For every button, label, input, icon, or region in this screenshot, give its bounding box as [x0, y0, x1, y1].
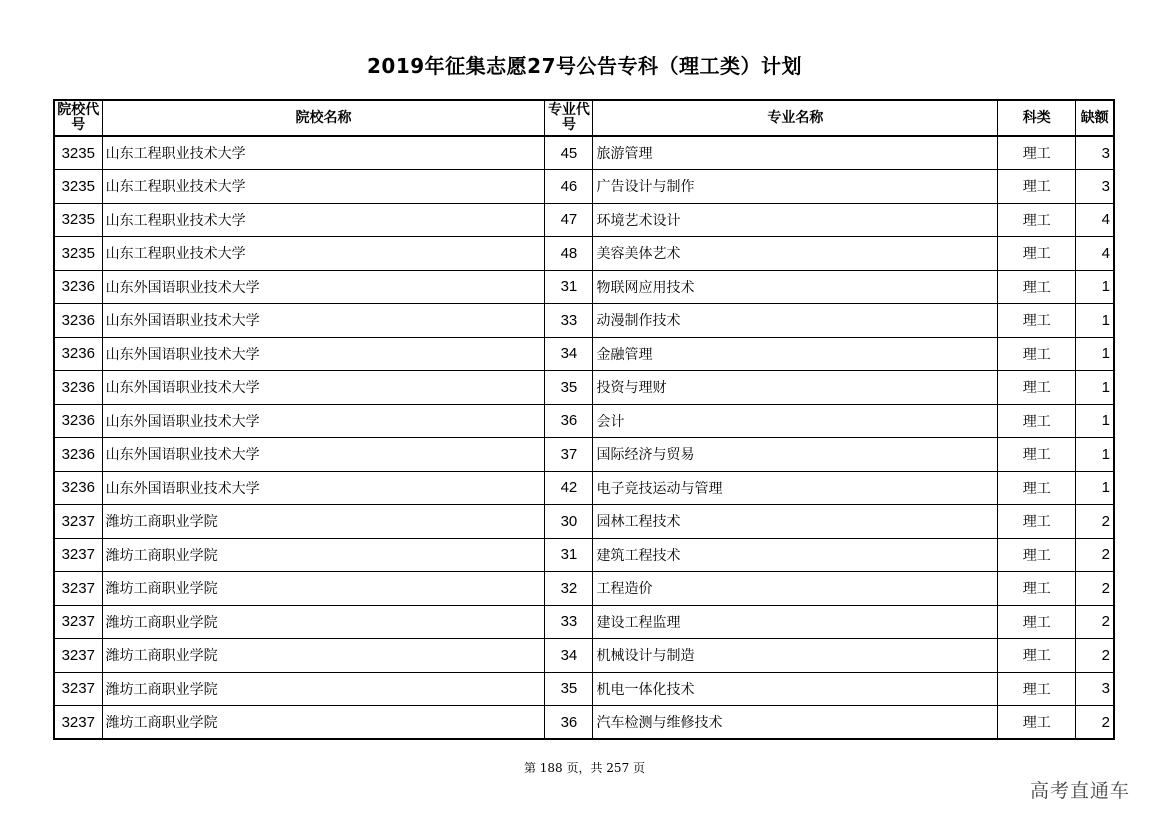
cell-major-name: 工程造价	[593, 572, 998, 606]
cell-major-name: 汽车检测与维修技术	[593, 706, 998, 740]
cell-category: 理工	[998, 136, 1076, 170]
table-row	[54, 404, 1114, 438]
cell-school-code: 3236	[54, 438, 102, 472]
table-row	[54, 605, 1114, 639]
cell-school-code: 3237	[54, 605, 102, 639]
cell-school-code: 3237	[54, 505, 102, 539]
cell-quota: 4	[1076, 203, 1114, 237]
cell-major-code: 33	[545, 605, 593, 639]
cell-school-code: 3237	[54, 639, 102, 673]
cell-category: 理工	[998, 605, 1076, 639]
cell-major-name: 机电一体化技术	[593, 672, 998, 706]
cell-category: 理工	[998, 304, 1076, 338]
cell-category: 理工	[998, 237, 1076, 271]
cell-school-name: 潍坊工商职业学院	[102, 672, 545, 706]
cell-major-name: 环境艺术设计	[593, 203, 998, 237]
table-header-row	[54, 100, 1114, 136]
cell-school-name: 潍坊工商职业学院	[102, 572, 545, 606]
cell-major-code: 32	[545, 572, 593, 606]
cell-major-name: 旅游管理	[593, 136, 998, 170]
table-row	[54, 371, 1114, 405]
cell-quota: 4	[1076, 237, 1114, 271]
cell-school-name: 山东外国语职业技术大学	[102, 438, 545, 472]
cell-quota: 2	[1076, 639, 1114, 673]
cell-major-code: 31	[545, 538, 593, 572]
table-row	[54, 471, 1114, 505]
cell-category: 理工	[998, 404, 1076, 438]
cell-quota: 1	[1076, 270, 1114, 304]
cell-school-code: 3237	[54, 538, 102, 572]
cell-category: 理工	[998, 371, 1076, 405]
cell-quota: 3	[1076, 672, 1114, 706]
cell-major-code: 34	[545, 337, 593, 371]
cell-category: 理工	[998, 438, 1076, 472]
cell-school-name: 山东工程职业技术大学	[102, 170, 545, 204]
header-school-code: 院校代号	[54, 100, 102, 136]
header-major-name: 专业名称	[593, 100, 998, 136]
header-school-name: 院校名称	[102, 100, 545, 136]
cell-major-code: 35	[545, 672, 593, 706]
cell-major-name: 建筑工程技术	[593, 538, 998, 572]
cell-quota: 1	[1076, 337, 1114, 371]
cell-major-name: 园林工程技术	[593, 505, 998, 539]
cell-school-name: 潍坊工商职业学院	[102, 505, 545, 539]
table-row	[54, 136, 1114, 170]
table-row	[54, 270, 1114, 304]
cell-school-code: 3237	[54, 572, 102, 606]
cell-school-name: 潍坊工商职业学院	[102, 605, 545, 639]
cell-major-code: 30	[545, 505, 593, 539]
cell-school-code: 3236	[54, 471, 102, 505]
cell-quota: 1	[1076, 304, 1114, 338]
cell-major-code: 42	[545, 471, 593, 505]
cell-school-name: 山东外国语职业技术大学	[102, 337, 545, 371]
watermark: 高考直通车	[1030, 780, 1131, 802]
cell-major-name: 物联网应用技术	[593, 270, 998, 304]
cell-school-code: 3235	[54, 136, 102, 170]
cell-major-name: 国际经济与贸易	[593, 438, 998, 472]
cell-school-code: 3237	[54, 672, 102, 706]
cell-major-code: 36	[545, 706, 593, 740]
cell-major-code: 31	[545, 270, 593, 304]
cell-major-code: 36	[545, 404, 593, 438]
table-row	[54, 572, 1114, 606]
cell-quota: 1	[1076, 404, 1114, 438]
cell-quota: 2	[1076, 572, 1114, 606]
page-footer: 第 188 页，共 257 页	[523, 761, 646, 775]
cell-major-name: 广告设计与制作	[593, 170, 998, 204]
cell-major-code: 46	[545, 170, 593, 204]
cell-school-code: 3236	[54, 270, 102, 304]
cell-quota: 2	[1076, 505, 1114, 539]
cell-major-code: 48	[545, 237, 593, 271]
table-row	[54, 538, 1114, 572]
cell-category: 理工	[998, 639, 1076, 673]
page-title: 2019年征集志愿27号公告专科（理工类）计划	[367, 54, 802, 78]
cell-quota: 2	[1076, 706, 1114, 740]
cell-school-name: 山东外国语职业技术大学	[102, 404, 545, 438]
cell-major-name: 机械设计与制造	[593, 639, 998, 673]
cell-major-name: 建设工程监理	[593, 605, 998, 639]
cell-quota: 1	[1076, 371, 1114, 405]
cell-school-name: 潍坊工商职业学院	[102, 538, 545, 572]
header-category: 科类	[998, 100, 1076, 136]
cell-major-code: 34	[545, 639, 593, 673]
cell-school-code: 3235	[54, 203, 102, 237]
table-row	[54, 337, 1114, 371]
header-quota: 缺额	[1076, 100, 1114, 136]
cell-school-name: 山东工程职业技术大学	[102, 237, 545, 271]
cell-major-code: 33	[545, 304, 593, 338]
cell-school-name: 潍坊工商职业学院	[102, 639, 545, 673]
cell-major-code: 47	[545, 203, 593, 237]
cell-quota: 2	[1076, 605, 1114, 639]
cell-category: 理工	[998, 270, 1076, 304]
cell-school-name: 山东工程职业技术大学	[102, 136, 545, 170]
cell-major-code: 37	[545, 438, 593, 472]
table-row	[54, 672, 1114, 706]
cell-school-code: 3235	[54, 237, 102, 271]
table-row	[54, 706, 1114, 740]
cell-school-name: 潍坊工商职业学院	[102, 706, 545, 740]
cell-category: 理工	[998, 203, 1076, 237]
cell-category: 理工	[998, 572, 1076, 606]
header-major-code: 专业代号	[545, 100, 593, 136]
cell-quota: 2	[1076, 538, 1114, 572]
cell-school-name: 山东外国语职业技术大学	[102, 471, 545, 505]
cell-category: 理工	[998, 706, 1076, 740]
cell-category: 理工	[998, 538, 1076, 572]
cell-school-code: 3237	[54, 706, 102, 740]
cell-major-name: 金融管理	[593, 337, 998, 371]
cell-category: 理工	[998, 337, 1076, 371]
cell-school-name: 山东外国语职业技术大学	[102, 270, 545, 304]
cell-major-name: 会计	[593, 404, 998, 438]
cell-school-name: 山东外国语职业技术大学	[102, 304, 545, 338]
cell-school-code: 3236	[54, 337, 102, 371]
table-row	[54, 304, 1114, 338]
table-row	[54, 237, 1114, 271]
table-row	[54, 639, 1114, 673]
cell-school-code: 3236	[54, 304, 102, 338]
cell-quota: 3	[1076, 170, 1114, 204]
cell-major-code: 45	[545, 136, 593, 170]
cell-school-name: 山东工程职业技术大学	[102, 203, 545, 237]
cell-school-code: 3236	[54, 371, 102, 405]
cell-category: 理工	[998, 471, 1076, 505]
cell-school-code: 3236	[54, 404, 102, 438]
cell-category: 理工	[998, 505, 1076, 539]
cell-quota: 1	[1076, 471, 1114, 505]
cell-major-name: 投资与理财	[593, 371, 998, 405]
cell-major-name: 美容美体艺术	[593, 237, 998, 271]
table-row	[54, 505, 1114, 539]
table-row	[54, 438, 1114, 472]
cell-quota: 1	[1076, 438, 1114, 472]
table-row	[54, 203, 1114, 237]
cell-major-name: 电子竞技运动与管理	[593, 471, 998, 505]
cell-major-name: 动漫制作技术	[593, 304, 998, 338]
cell-major-code: 35	[545, 371, 593, 405]
cell-school-code: 3235	[54, 170, 102, 204]
plan-table	[53, 99, 1115, 740]
cell-category: 理工	[998, 170, 1076, 204]
table-row	[54, 170, 1114, 204]
cell-quota: 3	[1076, 136, 1114, 170]
cell-school-name: 山东外国语职业技术大学	[102, 371, 545, 405]
cell-category: 理工	[998, 672, 1076, 706]
